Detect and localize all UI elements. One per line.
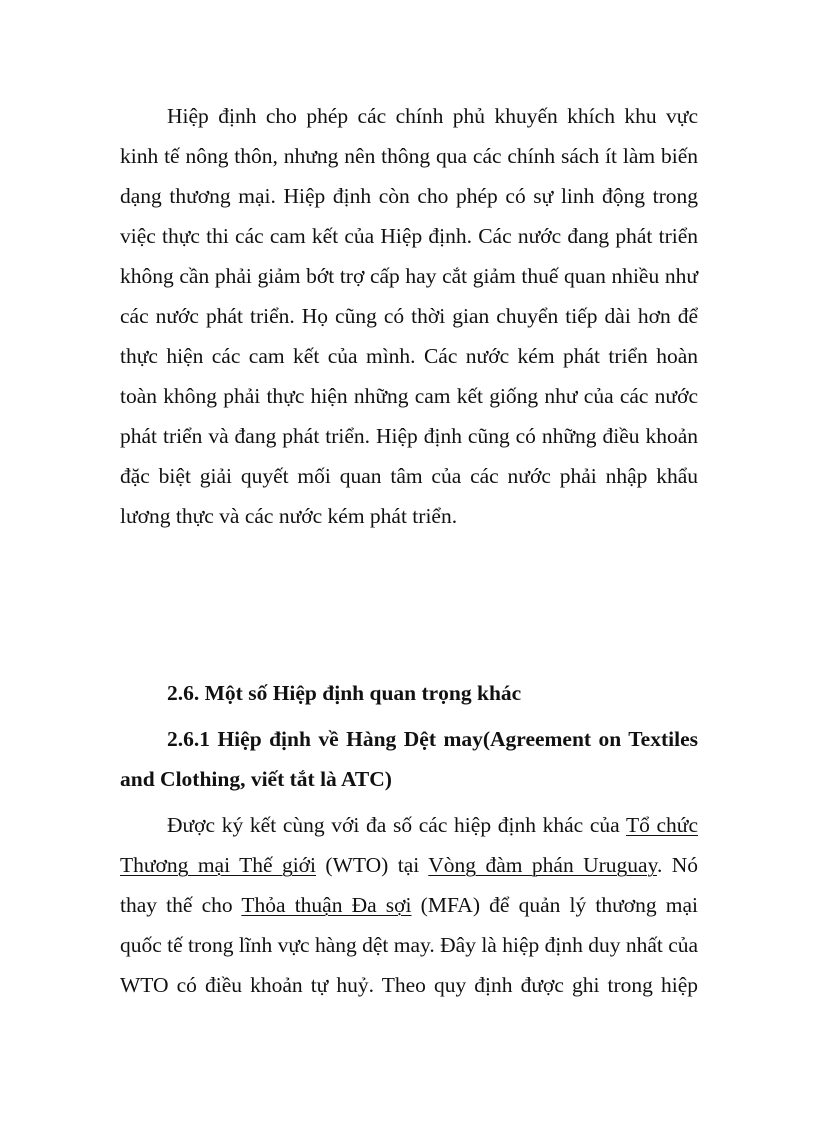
paragraph-line: thực hiện các cam kết của mình. Các nước kém phát triển hoàn	[120, 344, 698, 368]
paragraph-line	[120, 845, 698, 885]
link-multi-fibre-arrangement[interactable]: Thỏa thuận Đa sợi	[241, 893, 412, 917]
paragraph-line: Hiệp định cho phép các chính phủ khuyến khích khu vực	[167, 104, 698, 128]
link-wto-continued[interactable]: Thương mại Thế giới	[120, 853, 317, 877]
text-span: Được ký kết cùng với đa số các hiệp định khác của	[167, 813, 626, 837]
paragraph-line: WTO có điều khoản tự huỷ. Theo quy định được ghi trong hiệp	[120, 973, 698, 997]
link-uruguay-round[interactable]: Vòng đàm phán Uruguay	[428, 853, 657, 877]
paragraph-line: phát triển và đang phát triển. Hiệp định cũng có những điều khoản	[120, 424, 698, 448]
paragraph-line: các nước phát triển. Họ cũng có thời gian chuyển tiếp dài hơn để	[120, 304, 698, 328]
paragraph-line: lương thực và các nước kém phát triển.	[120, 504, 458, 528]
text-span: thay thế cho	[120, 893, 242, 917]
text-span: . Nó	[656, 853, 699, 877]
paragraph-line: việc thực thi các cam kết của Hiệp định. Các nước đang phát triển	[120, 224, 698, 248]
paragraph-line: toàn không phải thực hiện những cam kết giống như của các nước	[120, 384, 698, 408]
paragraph-line: kinh tế nông thôn, nhưng nên thông qua các chính sách ít làm biến	[120, 144, 698, 168]
paragraph-line: đặc biệt giải quyết mối quan tâm của các nước phải nhập khẩu	[120, 464, 698, 488]
paragraph-line: dạng thương mại. Hiệp định còn cho phép có sự linh động trong	[120, 184, 698, 208]
link-wto[interactable]: Tổ chức	[625, 813, 698, 837]
subsection-heading-line: 2.6.1 Hiệp định về Hàng Dệt may(Agreement on Textiles	[167, 727, 698, 751]
text-span: (WTO) tại	[316, 853, 429, 877]
paragraph-line: không cần phải giảm bớt trợ cấp hay cắt giảm thuế quan nhiều như	[120, 264, 698, 288]
paragraph-line	[120, 885, 698, 925]
paragraph-line	[167, 805, 698, 845]
text-span: (MFA) để quản lý thương mại	[411, 893, 699, 917]
paragraph-line: quốc tế trong lĩnh vực hàng dệt may. Đây là hiệp định duy nhất của	[120, 933, 699, 957]
section-heading: 2.6. Một số Hiệp định quan trọng khác	[167, 681, 522, 705]
subsection-heading-line: and Clothing, viết tắt là ATC)	[120, 767, 392, 791]
